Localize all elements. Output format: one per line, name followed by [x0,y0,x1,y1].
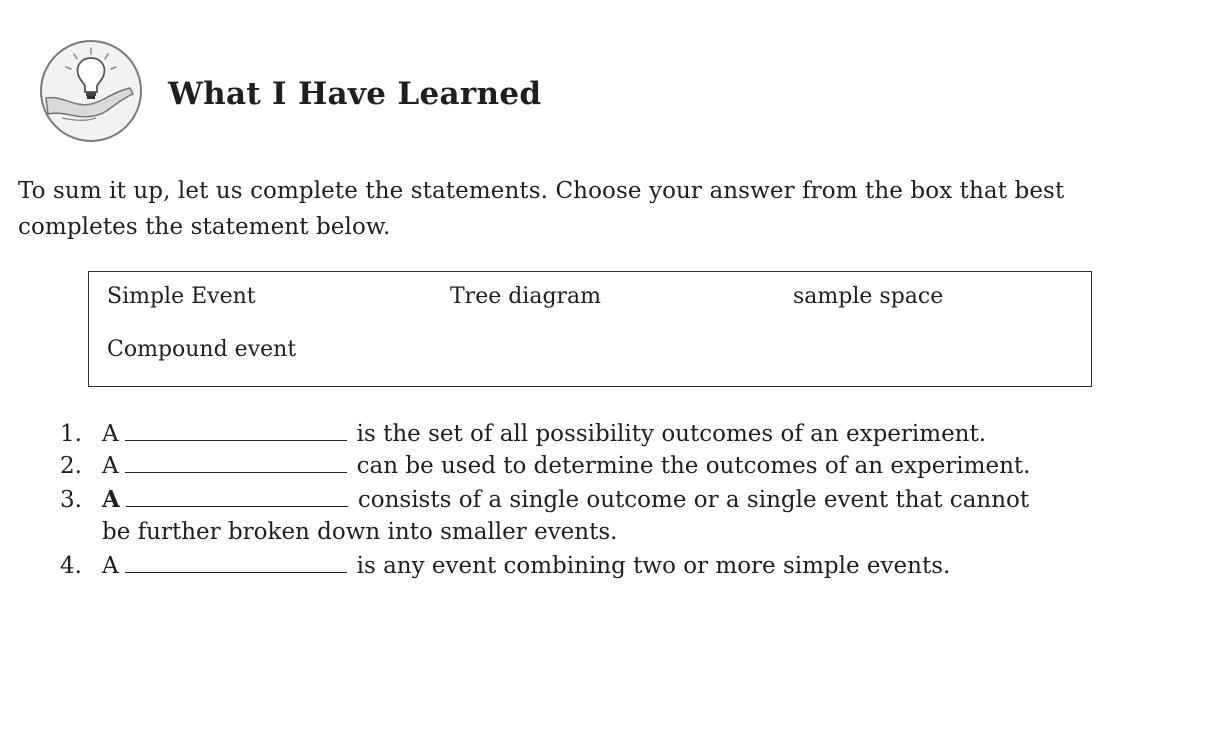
statement-item [60,553,950,579]
answer-blank[interactable] [125,454,347,473]
statement-item [60,421,986,447]
statement-number: 2. [60,453,82,479]
page-title: What I Have Learned [168,76,542,112]
statement-article: A [102,421,119,447]
word-option: sample space [793,284,944,309]
statement-text: is the set of all possibility outcomes of an experiment. [356,421,987,447]
statement-item [60,486,1029,513]
answer-blank[interactable] [125,554,347,573]
word-option: Compound event [107,337,297,362]
statement-number: 1. [60,421,82,447]
statement-article: A [102,553,119,579]
statement-text: can be used to determine the outcomes of an experiment. [356,453,1031,479]
statement-text: is any event combining two or more simple events. [356,553,951,579]
statement-article: A [102,453,119,479]
lightbulb-hand-icon [38,38,144,144]
statement-continuation: be further broken down into smaller events. [102,519,618,545]
intro-paragraph: To sum it up, let us complete the statements. Choose your answer from the box that best completes the statement below. [18,178,1065,240]
statement-number: 3. [60,487,82,513]
statement-item [60,453,1030,479]
statement-text: consists of a single outcome or a single event that cannot [357,487,1030,513]
answer-blank[interactable] [125,422,347,441]
word-option: Tree diagram [450,284,602,309]
word-box [88,271,1092,387]
answer-blank[interactable] [126,488,348,507]
word-option: Simple Event [107,284,256,309]
statement-number: 4. [60,553,82,579]
statement-article: A [102,486,120,513]
